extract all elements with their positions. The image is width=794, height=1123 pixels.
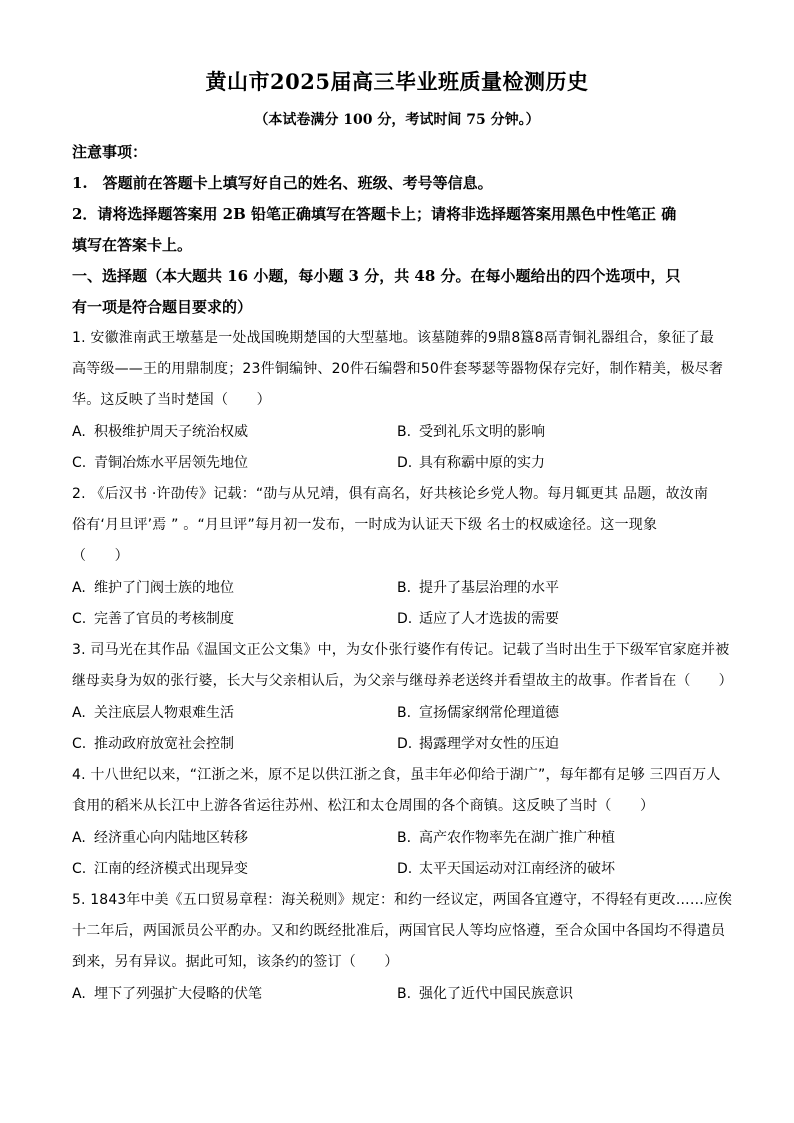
option-text: 埋下了列强扩大侵略的伏笔 [94,986,262,1002]
option-letter: D. [397,455,413,471]
option-letter: D. [397,611,413,627]
question-4-line-2: 食用的稻米从长江中上游各省运往苏州、松江和太仓周围的各个商镇。这反映了当时（ ） [72,798,655,814]
option-letter: B. [397,830,412,846]
option-text: 受到礼乐文明的影响 [419,424,545,440]
question-1-line-2: 高等级——王的用鼎制度；23件铜编钟、20件石编磬和50件套琴瑟等器物保存完好，制作精美，极尽奢 [72,361,724,377]
question-3-option-b[interactable] [397,702,559,722]
question-5-option-a[interactable] [72,983,262,1003]
notice-item-2-line-1: 2．请将选择题答案用 2B 铅笔正确填写在答题卡上；请将非选择题答案用黑色中性笔正 确 [72,205,677,223]
option-text: 关注底层人物艰难生活 [94,705,234,721]
question-4-option-c[interactable] [72,858,248,878]
option-letter: A. [72,986,86,1002]
question-5-line-3: 到来，另有异议。据此可知，该条约的签订（ ） [72,954,399,970]
option-text: 青铜冶炼水平居领先地位 [94,455,248,471]
option-text: 经济重心向内陆地区转移 [94,830,248,846]
question-5-line-1: 5. 1843年中美《五口贸易章程：海关税则》规定：和约一经议定，两国各宜遵守，不得轻有更改……应俟 [72,892,733,908]
option-text: 太平天国运动对江南经济的破坏 [419,861,615,877]
question-1-option-c[interactable] [72,452,248,472]
option-letter: D. [397,736,413,752]
option-text: 维护了门阀士族的地位 [94,580,234,596]
option-letter: A. [72,580,86,596]
option-text: 揭露理学对女性的压迫 [419,736,559,752]
option-letter: B. [397,580,412,596]
question-3-line-1: 3. 司马光在其作品《温国文正公文集》中，为女仆张行婆作有传记。记载了当时出生于下级军官家庭并被 [72,642,730,658]
question-3-line-2: 继母卖身为奴的张行婆，长大与父亲相认后，为父亲与继母养老送终并看望故主的故事。作者旨在（ ） [72,673,733,689]
option-text: 江南的经济模式出现异变 [94,861,248,877]
question-1-option-a[interactable] [72,421,248,441]
option-letter: B. [397,424,412,440]
notice-heading: 注意事项： [72,143,148,161]
option-text: 推动政府放宽社会控制 [94,736,234,752]
option-text: 完善了官员的考核制度 [94,611,234,627]
option-letter: C. [72,861,87,877]
question-2-line-2: 俗有‘月旦评’焉 ” 。“月旦评”每月初一发布，一时成为认证天下级 名士的权威途径。这一现象 [72,517,658,533]
option-text: 具有称霸中原的实力 [419,455,545,471]
option-text: 高产农作物率先在湖广推广种植 [419,830,615,846]
option-text: 适应了人才选拔的需要 [419,611,559,627]
option-letter: A. [72,830,86,846]
question-3-option-d[interactable] [397,733,559,753]
option-text: 强化了近代中国民族意识 [419,986,573,1002]
option-text: 宣扬儒家纲常伦理道德 [419,705,559,721]
notice-item-2-line-2: 填写在答案卡上。 [72,236,193,254]
option-letter: B. [397,986,412,1002]
question-2-option-c[interactable] [72,608,234,628]
question-1-line-3: 华。这反映了当时楚国（ ） [72,392,271,408]
option-letter: A. [72,705,86,721]
question-4-option-b[interactable] [397,827,615,847]
question-5-option-b[interactable] [397,983,573,1003]
option-text: 提升了基层治理的水平 [419,580,559,596]
option-letter: D. [397,861,413,877]
option-letter: C. [72,611,87,627]
option-text: 积极维护周天子统治权威 [94,424,248,440]
question-1-option-b[interactable] [397,421,545,441]
option-letter: C. [72,455,87,471]
question-2-option-b[interactable] [397,577,559,597]
question-2-option-a[interactable] [72,577,234,597]
question-3-option-c[interactable] [72,733,234,753]
notice-item-1: 1. 答题前在答题卡上填写好自己的姓名、班级、考号等信息。 [72,174,493,192]
question-2-option-d[interactable] [397,608,559,628]
page-title: 黄山市2025届高三毕业班质量检测历史 [205,69,589,94]
question-4-line-1: 4. 十八世纪以来，“江浙之米，原不足以供江浙之食，虽丰年必仰给于湖广”，每年都有足够 三四百万人 [72,767,721,783]
question-4-option-a[interactable] [72,827,248,847]
option-letter: C. [72,736,87,752]
option-letter: B. [397,705,412,721]
page-subtitle: （本试卷满分 100 分，考试时间 75 分钟。） [254,112,540,128]
option-letter: A. [72,424,86,440]
question-4-option-d[interactable] [397,858,615,878]
question-3-option-a[interactable] [72,702,234,722]
section-heading-line-1: 一、选择题（本大题共 16 小题，每小题 3 分，共 48 分。在每小题给出的四个选项中，只 [72,267,681,285]
question-2-line-1: 2. 《后汉书 ·许劭传》记载：“劭与从兄靖，俱有高名，好共核论乡党人物。每月辄更其 品题，故汝南 [72,486,709,502]
question-1-line-1: 1. 安徽淮南武王墩墓是一处战国晚期楚国的大型墓地。该墓随葬的9鼎8簋8鬲青铜礼器组合，象征了最 [72,330,715,346]
question-2-line-3: （ ） [72,548,129,564]
section-heading-line-2: 有一项是符合题目要求的） [72,298,253,316]
question-1-option-d[interactable] [397,452,545,472]
question-5-line-2: 十二年后，两国派员公平酌办。又和约既经批准后，两国官民人等均应恪遵，至合众国中各国均不得遣员 [72,923,726,939]
